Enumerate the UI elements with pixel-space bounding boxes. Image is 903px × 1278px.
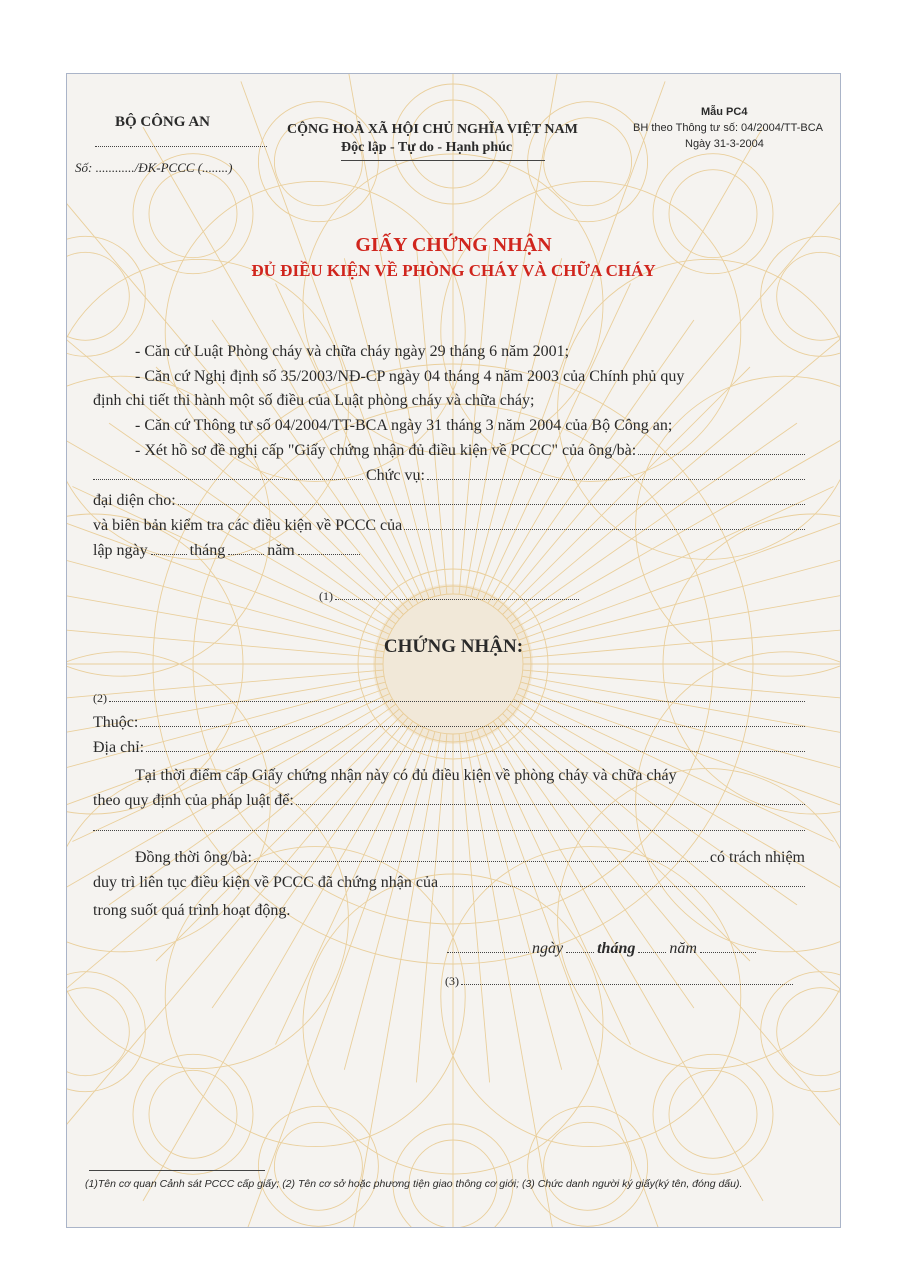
belongs-to-line: Thuộc: <box>93 711 805 735</box>
footnote-rule <box>89 1170 265 1171</box>
issuing-authority-field[interactable] <box>335 585 579 600</box>
certificate-title: GIẤY CHỨNG NHẬN <box>355 234 552 256</box>
certification-heading: CHỨNG NHẬN: <box>383 636 524 657</box>
signer-title-field[interactable] <box>461 970 793 985</box>
national-motto: Độc lập - Tự do - Hạnh phúc <box>341 140 513 155</box>
belongs-to-field[interactable] <box>140 712 805 727</box>
document-number: Số: ............/ĐK-PCCC (........) <box>75 160 233 175</box>
form-reference: BH theo Thông tư số: 04/2004/TT-BCA <box>633 122 823 134</box>
record-year-field[interactable] <box>298 540 360 555</box>
inspection-record-line: và biên bản kiểm tra các điều kiện về PCCC của <box>93 514 805 538</box>
inspection-subject-field[interactable] <box>404 515 805 530</box>
purpose-extra-field[interactable] <box>93 816 805 831</box>
basis-decree: - Căn cứ Nghị định số 35/2003/NĐ-CP ngày 04 tháng 4 năm 2003 của Chính phủ quy <box>135 368 685 385</box>
eligibility-purpose-line: theo quy định của pháp luật để: <box>93 789 805 813</box>
basis-application: - Xét hồ sơ đề nghị cấp "Giấy chứng nhận đủ điều kiện về PCCC" của ông/bà: <box>135 439 805 463</box>
record-date-line: lập ngày tháng năm <box>93 539 363 563</box>
signer-title-line: (3) <box>445 969 793 993</box>
facility-name-field[interactable] <box>109 687 805 702</box>
during-operation-line: trong suốt quá trình hoạt động. <box>93 902 291 919</box>
applicant-name-field[interactable] <box>638 440 805 455</box>
purpose-extra-line <box>93 816 805 831</box>
issue-place-field[interactable] <box>447 938 529 953</box>
basis-circular: - Căn cứ Thông tư số 04/2004/TT-BCA ngày 31 tháng 3 năm 2004 của Bộ Công an; <box>135 417 673 434</box>
maintain-conditions-line: duy trì liên tục điều kiện về PCCC đã chứng nhận của <box>93 871 805 895</box>
applicant-extra-field[interactable] <box>93 465 363 480</box>
form-code: Mẫu PC4 <box>701 106 748 118</box>
issue-year-field[interactable] <box>700 938 756 953</box>
eligibility-statement: Tại thời điểm cấp Giấy chứng nhận này có đủ điều kiện về phòng cháy và chữa cháy <box>135 767 677 784</box>
record-day-field[interactable] <box>151 540 187 555</box>
basis-law: - Căn cứ Luật Phòng cháy và chữa cháy ngày 29 tháng 6 năm 2001; <box>135 343 570 360</box>
republic-name: CỘNG HOÀ XÃ HỘI CHỦ NGHĨA VIỆT NAM <box>287 122 578 137</box>
responsibility-line: Đồng thời ông/bà: có trách nhiệm <box>135 849 805 866</box>
representing-field[interactable] <box>178 490 805 505</box>
basis-decree-cont: định chi tiết thi hành một số điều của Luật phòng cháy và chữa cháy; <box>93 392 535 409</box>
issue-month-field[interactable] <box>638 938 666 953</box>
address-line: Địa chỉ: <box>93 736 805 760</box>
footnote: (1)Tên cơ quan Cảnh sát PCCC cấp giấy; (2) Tên cơ sở hoặc phương tiện giao thông cơ giới; (3) Chức danh người ký giấy(ký tên, đóng dấu). <box>85 1178 743 1190</box>
certificate-subtitle: ĐỦ ĐIỀU KIỆN VỀ PHÒNG CHÁY VÀ CHỮA CHÁY <box>251 261 656 280</box>
position-line: Chức vụ: <box>93 464 805 488</box>
issuing-authority-line: (1) <box>319 584 579 608</box>
record-month-field[interactable] <box>228 540 264 555</box>
issue-day-field[interactable] <box>566 938 594 953</box>
facility-name-line: (2) <box>93 686 805 710</box>
responsible-person-field[interactable] <box>254 847 708 862</box>
purpose-field[interactable] <box>296 790 805 805</box>
header-divider <box>95 146 267 147</box>
motto-underline <box>341 160 545 161</box>
form-date: Ngày 31-3-2004 <box>685 138 764 150</box>
certificate-page <box>66 73 841 1228</box>
maintained-facility-field[interactable] <box>440 872 805 887</box>
representing-line: đại diện cho: <box>93 489 805 513</box>
position-field[interactable] <box>427 465 805 480</box>
address-field[interactable] <box>146 737 805 752</box>
issue-date-line: ngày tháng năm <box>447 937 759 961</box>
ministry-name: BỘ CÔNG AN <box>115 114 211 130</box>
